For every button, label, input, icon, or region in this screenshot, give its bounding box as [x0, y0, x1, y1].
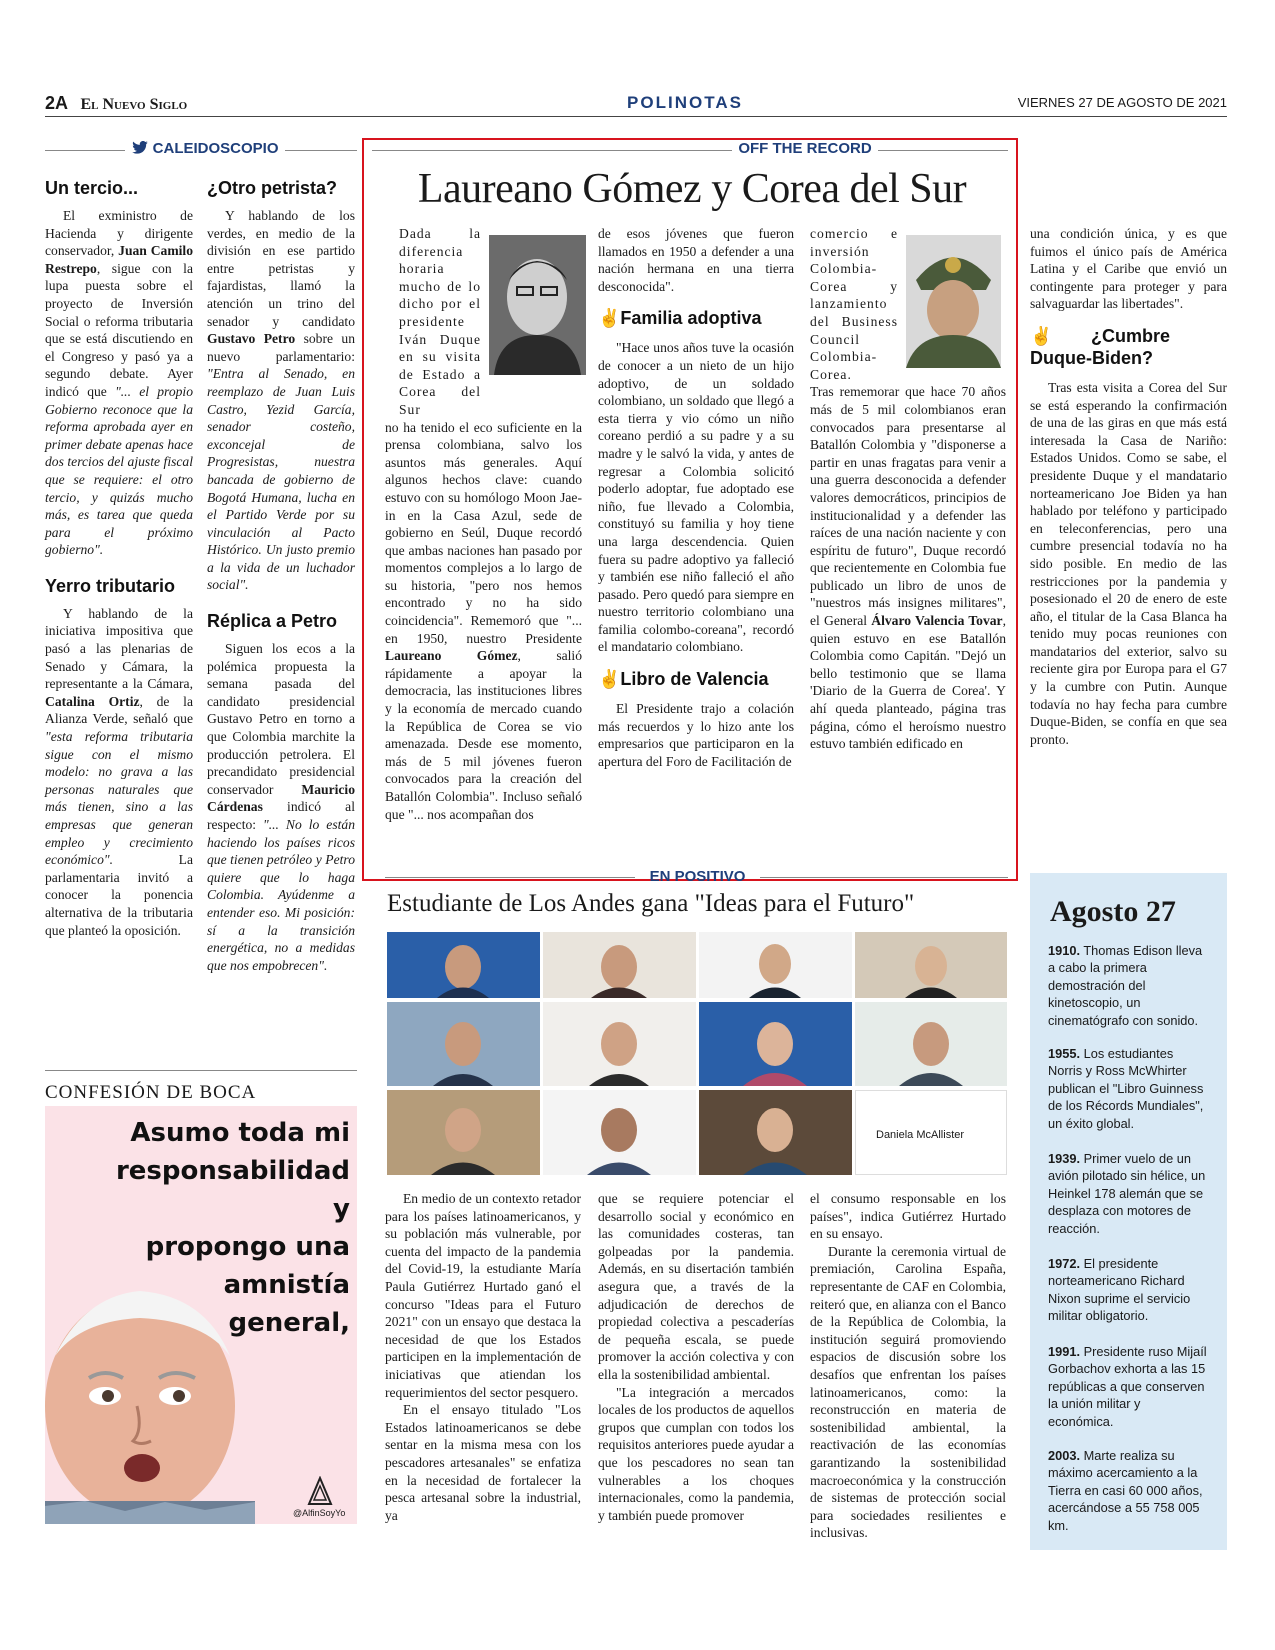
artist-logo-icon — [307, 1476, 333, 1506]
enpositivo-column-3 — [810, 1190, 1006, 1542]
article-body: una condición única, y es que fuimos el único país de América Latina y el Caribe que envió un contingente para proteger y para salvaguardar las libertades". — [1030, 226, 1227, 312]
caleidoscopio-column-2 — [207, 177, 355, 974]
efemeride-item: 2003. Marte realiza su máximo acercamiento a la Tierra en casi 60 000 años, acercándose a 55 758 005 km. — [1048, 1448, 1203, 1533]
speech-line: propongo una — [145, 1232, 350, 1262]
cartoon-speech — [105, 1114, 350, 1342]
page-number: 2A — [45, 93, 69, 113]
participant-tile — [387, 1090, 540, 1175]
efemeride-item: 1955. Los estudiantes Norris y Ross McWhirter publican el "Libro Guinness de los Récords Mundiales", un éxito global. — [1048, 1046, 1204, 1131]
article-body: "Hace unos años tuve la ocasión de conocer a un nieto de un hijo adoptivo, de un soldado colombiano, un soldado que llegó a esta tierra y vio cómo un niño coreano perdió a su padre y a su madre y le salvó la vida, y antes de regresar a Colombia solicitó poderlo adoptar, fue adoptado ese niño, fue llevado a Colombia, constituyó su familia y hoy tiene una larga descendencia. Quien fuera su padre adoptivo ya falleció y también ese niño falleció el año pasado. Pero quedó para siempre en nuestro territorio colombiano una familia colombo-coreana", recordó el mandatario colombiano. — [598, 340, 794, 655]
confesion-title: CONFESIÓN DE BOCA — [45, 1082, 257, 1103]
article-body: El Presidente trajo a colación más recuerdos y lo hizo ante los empresarios que participaron en la apertura del Foro de Facilitación de — [598, 701, 794, 769]
article-body: Durante la ceremonia virtual de premiación, Carolina España, representante de CAF en Colombia, reiteró que, en alianza con el Banco de la República de Colombia, la institución seguirá promoviendo espacios de discusión sobre los desafíos que enfrentan los países latinoamericanos, como: la reconstrucción en materia de sostenibilidad ambiental, la reactivación de las economías garantizando la sostenibilidad macroeconómica y la construcción de sistemas de protección social para sociedades resilientes e inclusivas. — [810, 1243, 1006, 1541]
victory-hand-icon: ✌ — [598, 669, 621, 690]
participant-tile — [855, 1002, 1007, 1086]
article-body: comercio e inversión Colombia-Corea y lanzamiento del Business Council Colombia-Corea. Tras rememorar que hace 70 años más de 5 mil colombianos eran convocados para presentarse al Batallón Colombia y "disponerse a partir en unas fragatas para venir a una guerra desconocida a defender valores democráticos, principios de institucionalidad y a defender las raíces de una nación naciente y con espíritu de futuro", Duque recordó que recientemente en Colombia fue publicado un libro de unos de "nuestros más insignes militares", el General Álvaro Valencia Tovar, quien estuvo en ese Batallón Colombia como Capitán. "Dejó un bello testimonio que se llama 'Diario de la Guerra de Corea'. Y ahí queda planteado, página tras página, cómo el heroísmo nuestro estuvo también edificado en — [810, 226, 1006, 752]
speech-line: amnistía — [223, 1270, 350, 1300]
cartoon-panel — [45, 1106, 357, 1524]
offrecord-column-4 — [1030, 225, 1227, 748]
enpositivo-tag: EN POSITIVO — [649, 868, 746, 885]
participant-tile — [543, 1090, 696, 1175]
caleidoscopio-tag — [128, 140, 283, 157]
divider — [878, 150, 1008, 151]
efemeride-item: 1972. El presidente norteamericano Richard Nixon suprime el servicio militar obligatorio. — [1048, 1256, 1191, 1324]
divider — [760, 877, 1008, 878]
header-rule — [45, 116, 1227, 117]
article-body: el consumo responsable en los países", indica Gutiérrez Hurtado en su ensayo. — [810, 1191, 1006, 1242]
speech-line: general, — [228, 1308, 350, 1338]
caleidoscopio-label: CALEIDOSCOPIO — [152, 140, 279, 157]
enpositivo-column-2 — [598, 1190, 794, 1524]
offrecord-column-1 — [385, 225, 582, 823]
offrecord-tag: OFF THE RECORD — [738, 140, 872, 157]
victory-hand-icon: ✌ — [598, 308, 621, 329]
efemeride-item: 1910. Thomas Edison lleva a cabo la primera demostración del kinetoscopio, un cinematógrafo con sonido. — [1048, 943, 1203, 1028]
article-body: Tras esta visita a Corea del Sur se está esperando la confirmación de una de las giras en que más está interesada la Casa de Nariño: Estados Unidos. Como se sabe, el presidente Duque y el mandatario norteamericano Joe Biden ya han hablado por teléfono y participado en teleconferencias, pero una cumbre presencial todavía no ha sido posible. En medio de las restricciones por la pandemia y posesionado el 20 de enero de este año, el titular de la Casa Blanca ha tenido muy pocas reuniones con mandatarios del exterior, salvo su reciente gira por Europa para el G7 y la cumbre con Putin. Aunque todavía no hay fecha para cumbre Duque-Biden, se confía en que sea pronto. — [1030, 379, 1227, 747]
video-call-grid — [387, 932, 1007, 1175]
efemerides-title: Agosto 27 — [1050, 895, 1176, 928]
article-body: de esos jóvenes que fueron llamados en 1950 a defender a una nación hermana en una tierra desconocida". — [598, 226, 794, 294]
participant-tile — [699, 1090, 852, 1175]
offrecord-column-2 — [598, 225, 794, 770]
divider — [45, 1070, 357, 1071]
divider — [45, 150, 125, 151]
article-body: Dada la diferencia horaria mucho de lo dicho por el presidente Iván Duque en su visita de Estado a Corea del Sur no ha tenido el eco suficiente en la prensa colombiana, salvo los asuntos más generales. Aquí algunos hechos clave: cuando estuvo con su homólogo Moon Jae-in en la Casa Azul, sede de gobierno en Seúl, Duque recordó que ambas naciones han pasado por momentos complejos a lo largo de su historia, "pero nos hemos encontrado y no ha sido coincidencia". Rememoró que "... en 1950, nuestro Presidente Laureano Gómez, salió rápidamente a apoyar la democracia, las instituciones libres y la economía de mercado cuando la República de Corea se vio amenazada. Desde ese momento, más de 5 mil jóvenes fueron convocados para la creación del Batallón Colombia". Incluso señaló que "... nos acompañan dos — [385, 226, 582, 822]
participant-tile — [387, 932, 540, 998]
issue-date: VIERNES 27 DE AGOSTO DE 2021 — [1017, 95, 1227, 110]
newspaper-name: El Nuevo Siglo — [80, 96, 188, 113]
article-body: "La integración a mercados locales de los productos de aquellos grupos que cumplan con todos los requisitos anteriores puede ayudar a que los pescadores no sean tan vulnerables a los choques internacionales, como la pandemia, y también puede promover — [598, 1384, 794, 1523]
participant-tile — [699, 932, 852, 998]
participant-tile — [543, 932, 696, 998]
item-heading: ✌¿Cumbre Duque-Biden? — [1030, 325, 1170, 368]
offrecord-column-3 — [810, 225, 1006, 753]
offrecord-headline: Laureano Gómez y Corea del Sur — [417, 166, 967, 212]
participant-name: Daniela McAllister — [876, 1129, 965, 1141]
participant-tile — [855, 1090, 1007, 1175]
speech-line: Asumo toda mi — [130, 1118, 350, 1148]
header-left — [45, 93, 187, 114]
cartoon-credit: @AlfinSoyYo — [293, 1508, 346, 1518]
item-heading: Réplica a Petro — [207, 611, 338, 632]
participant-tile — [699, 1002, 852, 1086]
divider — [372, 150, 732, 151]
efemeride-item: 1991. Presidente ruso Mijaíl Gorbachov exhorta a las 15 repúblicas a que conserven la unión militar y económica. — [1048, 1344, 1207, 1429]
article-body: En medio de un contexto retador para los países latinoamericanos, y su población más vulnerable, por cuenta del impacto de la pandemia del Covid-19, la estudiante María Paula Gutiérrez Hurtado ganó el concurso "Ideas para el Futuro 2021" con un ensayo que destaca la necesidad de que los Estados participen en la implementación de iniciativas que atiendan los requerimientos del sector pesquero. — [385, 1191, 581, 1400]
item-body: Siguen los ecos a la polémica propuesta la semana pasada del candidato presidencial Gustavo Petro en torno a que Colombia marchite la producción petrolera. El precandidato presidencial conservador Mauricio Cárdenas indicó al respecto: "... No lo están haciendo los países ricos que tienen petróleo y Petro quiere que lo haga Colombia. Ayúdenme a entender eso. Mi posición: sí a la transición energética, no a medidas que nos empobrecen". — [207, 641, 356, 973]
speech-line: responsabilidad y — [115, 1156, 350, 1224]
divider — [385, 877, 635, 878]
divider — [285, 150, 357, 151]
enpositivo-column-1 — [385, 1190, 581, 1524]
item-body: El exministro de Hacienda y dirigente conservador, Juan Camilo Restrepo, sigue con la lupa puesta sobre el proyecto de Inversión Social o reforma tributaria que se está discutiendo en el Congreso y pasó ya a segundo debate. Ayer indicó que "... el propio Gobierno reconoce que la reforma aprobada ayer en primer debate apenas hace dos tercios del ajuste fiscal que se requiere: el otro tercio, y quizás mucho más, es tarea que queda para el próximo gobierno". — [45, 208, 194, 558]
participant-tile — [855, 932, 1007, 998]
twitter-bird-icon — [132, 141, 148, 154]
item-heading: ✌Libro de Valencia — [598, 669, 769, 690]
efemeride-item: 1939. Primer vuelo de un avión pilotado sin hélice, un Heinkel 178 alemán que se desplaza con motores de reacción. — [1048, 1151, 1206, 1236]
item-heading: Un tercio... — [45, 178, 139, 198]
article-body: En el ensayo titulado "Los Estados latinoamericanos se debe sentar en la misma mesa con los pescadores artesanales" se enfatiza en la necesidad de fortalecer la pesca artesanal sobre la industrial, ya — [385, 1402, 581, 1523]
item-heading: ¿Otro petrista? — [207, 178, 338, 198]
victory-hand-icon: ✌ — [1030, 325, 1091, 346]
item-heading: ✌Familia adoptiva — [598, 308, 762, 329]
item-body: Y hablando de los verdes, en medio de la división en ese partido entre petristas y fajardistas, llamó la atención un trino del senador y candidato Gustavo Petro sobre un nuevo parlamentario: "Entra al Senado, en reemplazo de Juan Luis Castro, Yezid García, senador costeño, exconcejal de Progresistas, nuestra bancada de gobierno de Bogotá Humana, lucha en el Partido Verde por su vinculación al Pacto Histórico. Un justo premio a la vida de un luchador social". — [207, 208, 355, 593]
caleidoscopio-column-1 — [45, 177, 193, 939]
item-heading: Yerro tributario — [45, 575, 176, 596]
article-body: que se requiere potenciar el desarrollo social y económico en las comunidades costeras, tan golpeadas por la pandemia. Además, en su disertación también asegura que, a través de la adjudicación de derechos de propiedad colectiva a pescaderías de pequeña escala, se puede promover la acción colectiva y con ella la sostenibilidad ambiental. — [598, 1191, 794, 1382]
participant-tile — [387, 1002, 540, 1086]
page-header — [45, 93, 1227, 115]
section-name: POLINOTAS — [627, 93, 743, 112]
enpositivo-headline: Estudiante de Los Andes gana "Ideas para el Futuro" — [387, 890, 915, 917]
participant-tile — [543, 1002, 696, 1086]
item-body: Y hablando de la iniciativa impositiva que pasó a las plenarias de Senado y Cámara, la representante a la Cámara, Catalina Ortiz, de la Alianza Verde, señaló que "esta reforma tributaria sigue con el mismo modelo: no grava a las personas naturales que más tienen, sino a las empresas que generan empleo y crecimiento económico". La parlamentaria invitó a conocer la ponencia alternativa de la tributaria que planteó la oposición. — [45, 605, 193, 938]
